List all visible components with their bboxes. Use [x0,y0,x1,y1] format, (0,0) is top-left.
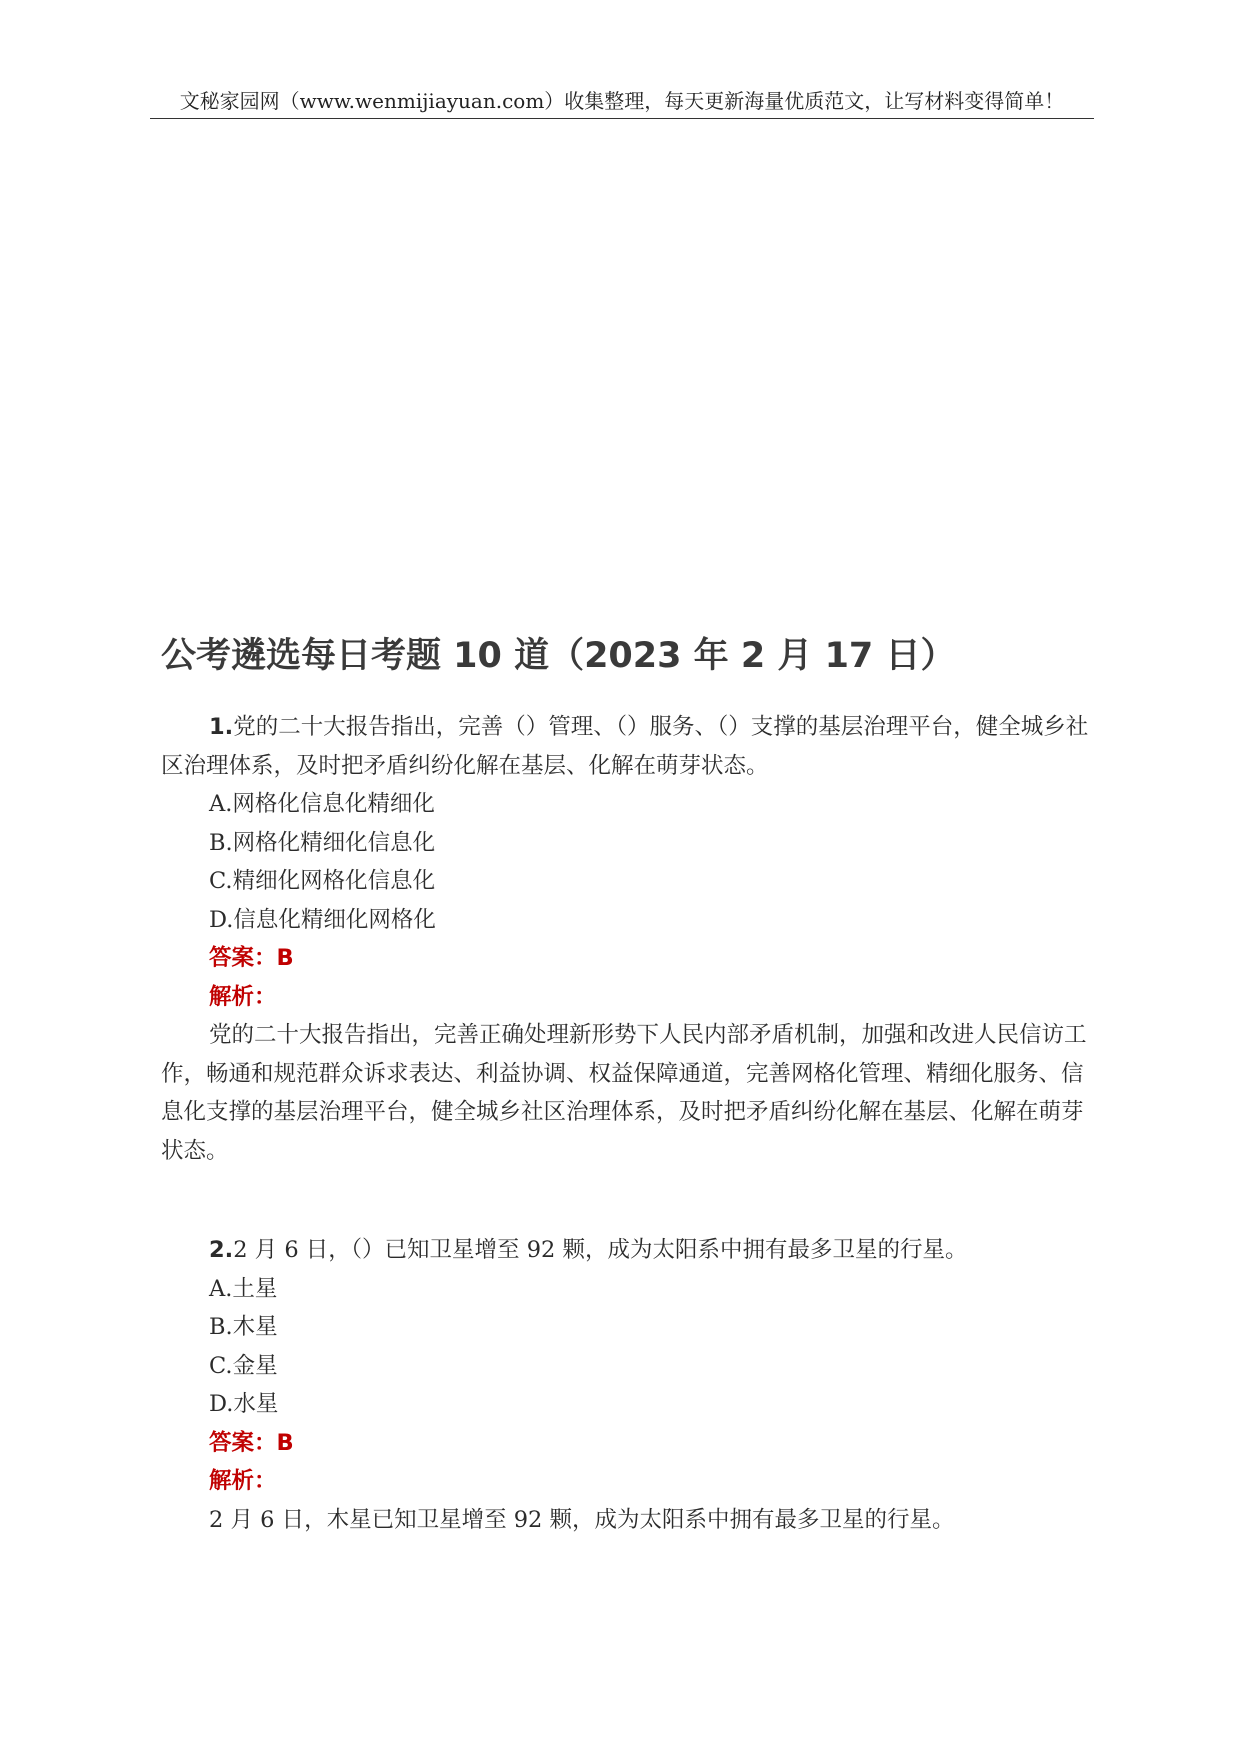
question-2-option-b: B.木星 [209,1314,278,1340]
question-1-text: 党的二十大报告指出，完善（）管理、（）服务、（）支撑的基层治理平台，健全城乡社区治理体系，及时把矛盾纠纷化解在基层、化解在萌芽状态。 [161,714,1089,779]
page-header: 文秘家园网（www.wenmijiayuan.com）收集整理，每天更新海量优质范文，让写材料变得简单！ [150,88,1094,119]
question-2-analysis: 2 月 6 日，木星已知卫星增至 92 颗，成为太阳系中拥有最多卫星的行星。 [209,1506,955,1533]
question-2-option-d: D.水星 [209,1391,279,1417]
question-2-number: 2. [209,1237,234,1263]
question-2-analysis-label: 解析： [209,1468,277,1494]
question-1-option-a: A.网格化信息化精细化 [209,791,435,817]
question-2-stem [161,1231,1091,1270]
page-title: 公考遴选每日考题 10 道（2023 年 2 月 17 日） [161,636,956,676]
question-2-option-a: A.土星 [209,1275,278,1302]
question-2-answer: 答案：B [209,1429,294,1456]
question-1-stem [161,708,1091,785]
question-2-text: 2 月 6 日，（）已知卫星增至 92 颗，成为太阳系中拥有最多卫星的行星。 [233,1237,968,1263]
question-2-option-c: C.金星 [209,1352,278,1379]
question-1 [161,708,1091,1170]
question-1-option-d: D.信息化精细化网格化 [209,906,436,933]
question-1-option-c: C.精细化网格化信息化 [209,868,436,894]
question-1-analysis-label: 解析： [209,983,277,1010]
question-2 [161,1231,1091,1539]
question-1-answer: 答案：B [209,945,294,971]
question-1-analysis: 党的二十大报告指出，完善正确处理新形势下人民内部矛盾机制，加强和改进人民信访工作，畅通和规范群众诉求表达、利益协调、权益保障通道，完善网格化管理、精细化服务、信息化支撑的基层治理平台，健全城乡社区治理体系，及时把矛盾纠纷化解在基层、化解在萌芽状态。 [161,1022,1087,1164]
question-1-number: 1. [209,714,234,740]
question-1-option-b: B.网格化精细化信息化 [209,829,436,856]
